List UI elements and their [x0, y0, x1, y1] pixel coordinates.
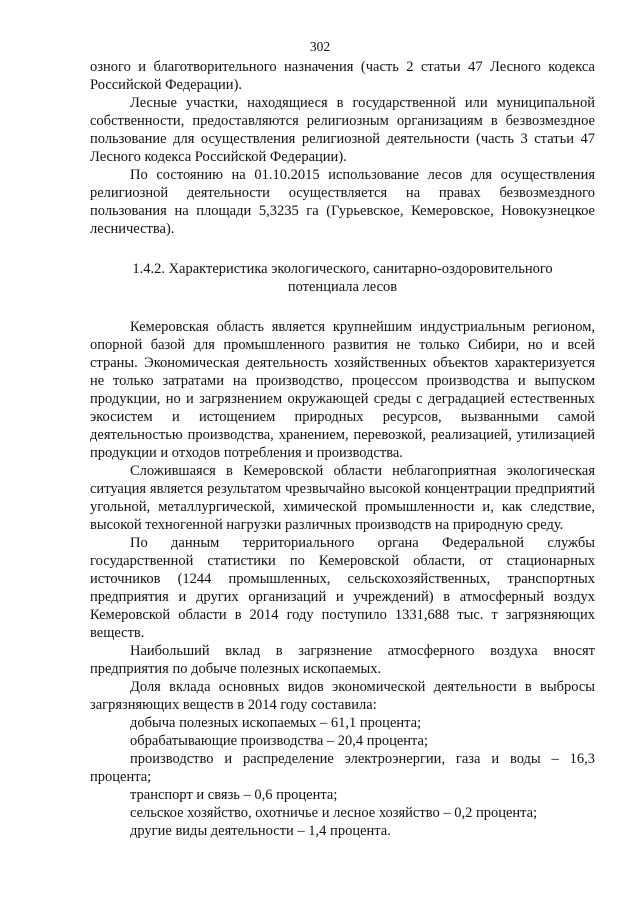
paragraph-continuation: озного и благотворительного назначения (часть 2 статьи 47 Лесного кодекса Российской Федерации). — [90, 59, 595, 93]
paragraph: По данным территориального органа Федеральной службы государственной статистики по Кемеровской области, от стационарных источников (1244 промышленных, сельскохозяйственных, транспортных предприятия и других организаций и учреждений) в атмосферный воздух Кемеровской области в 2014 году поступило 1331,688 тыс. т загрязняющих веществ. — [90, 535, 595, 641]
paragraph: Сложившаяся в Кемеровской области неблагоприятная экологическая ситуация является результатом чрезвычайно высокой концентрации предприятий угольной, металлургической, химической промышленности и, как следствие, высокой техногенной нагрузки различных производств на природную среду. — [90, 463, 595, 533]
page-number: 302 — [309, 39, 331, 54]
section-heading — [90, 260, 595, 296]
spacer — [90, 296, 595, 318]
list-item: производство и распределение электроэнергии, газа и воды – 16,3 процента; — [90, 751, 595, 785]
emissions-share-list — [90, 714, 595, 840]
document-body — [90, 58, 595, 840]
paragraph: Наибольший вклад в загрязнение атмосферного воздуха вносят предприятия по добыче полезных ископаемых. — [90, 643, 595, 677]
section-heading-line: потенциала лесов — [287, 279, 398, 295]
paragraph: По состоянию на 01.10.2015 использование лесов для осуществления религиозной деятельности осуществляется на правах безвозмездного пользования на площади 5,3235 га (Гурьевское, Кемеровское, Новокузнецкое лесничества). — [90, 167, 595, 237]
list-item: транспорт и связь – 0,6 процента; — [130, 787, 338, 803]
paragraph: Кемеровская область является крупнейшим индустриальным регионом, опорной базой для промышленного развития не только Сибири, но и всей страны. Экономическая деятельность хозяйственных объектов характеризуется не только затратами на производство, процессом производства и выпуском продукции, но и загрязнением окружающей среды с деградацией естественных экосистем и истощением природных ресурсов, вызванными самой деятельностью производства, хранением, перевозкой, реализацией, утилизацией продукции и отходов потребления и производства. — [90, 319, 595, 461]
section-heading-line: 1.4.2. Характеристика экологического, санитарно-оздоровительного — [132, 261, 553, 277]
list-item: сельское хозяйство, охотничье и лесное хозяйство – 0,2 процента; — [130, 805, 538, 821]
list-item: добыча полезных ископаемых – 61,1 процента; — [130, 715, 422, 731]
list-item: обрабатывающие производства – 20,4 процента; — [130, 733, 429, 749]
paragraph: Лесные участки, находящиеся в государственной или муниципальной собственности, предоставляются религиозным организациям в безвозмездное пользование для осуществления религиозной деятельности (часть 3 статьи 47 Лесного кодекса Российской Федерации). — [90, 95, 595, 165]
list-item: другие виды деятельности – 1,4 процента. — [130, 823, 391, 839]
paragraph: Доля вклада основных видов экономической деятельности в выбросы загрязняющих веществ в 2014 году составила: — [90, 679, 595, 713]
